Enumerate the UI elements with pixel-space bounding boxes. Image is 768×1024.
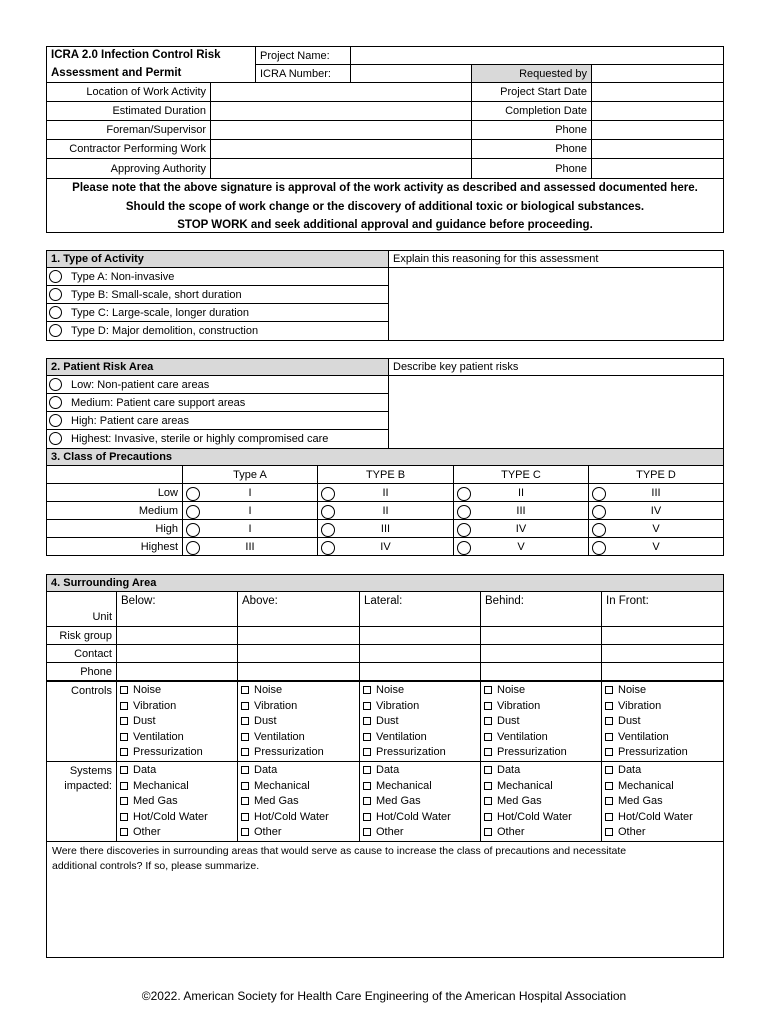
systems-option-label: Other [133,826,161,839]
checkbox[interactable] [363,702,371,710]
checkbox[interactable] [120,702,128,710]
approving-authority-label: Approving Authority [46,158,211,179]
estimated-duration-field[interactable] [210,101,472,121]
controls-option-label: Dust [497,715,520,728]
controls-option-label: Noise [376,684,405,696]
precaution-radio[interactable] [592,487,606,501]
systems-option[interactable] [241,763,356,779]
surrounding-row-label: Phone [46,662,117,681]
systems-option[interactable] [484,779,598,795]
surrounding-field[interactable] [116,662,238,681]
precaution-row-label: Highest [46,537,183,556]
checkbox[interactable] [120,766,128,774]
approving-phone-field[interactable] [591,158,724,179]
type-d-label: Type D: Major demolition, construction [71,325,259,337]
systems-option[interactable] [484,810,598,826]
controls-option[interactable] [363,745,477,761]
checkbox[interactable] [484,717,492,725]
type-a-label: Type A: Non-invasive [71,270,175,283]
systems-option[interactable] [605,825,720,841]
precaution-class-cell[interactable]: I [182,501,318,520]
controls-option[interactable] [484,745,598,761]
controls-option[interactable] [120,730,234,746]
checkbox[interactable] [241,797,249,805]
type-a-radio[interactable] [49,270,62,283]
surrounding-col-header[interactable]: Lateral: [359,591,481,627]
controls-option[interactable] [241,714,356,730]
controls-option-label: Noise [618,684,647,696]
controls-option-label: Pressurization [254,746,324,759]
risk-highest-label: Highest: Invasive, sterile or highly compromised care [71,433,329,445]
precaution-class-cell[interactable]: V [588,519,724,538]
section4-title: 4. Surrounding Area [46,574,724,592]
controls-option[interactable] [241,699,356,715]
precaution-radio[interactable] [186,523,200,537]
controls-option-label: Vibration [618,699,662,712]
surrounding-field[interactable] [480,626,602,645]
precaution-col-header: TYPE C [453,465,589,484]
systems-cell [359,761,481,842]
precaution-radio[interactable] [321,505,335,519]
controls-option[interactable] [363,683,477,699]
controls-option-label: Pressurization [133,746,203,759]
precaution-radio[interactable] [321,487,335,501]
type-c-option[interactable] [46,303,389,322]
systems-option[interactable] [241,794,356,810]
precaution-radio[interactable] [321,541,335,555]
controls-option[interactable] [120,683,234,699]
checkbox[interactable] [484,766,492,774]
surrounding-field[interactable] [601,626,724,645]
controls-cell [601,681,724,762]
controls-option[interactable] [605,714,720,730]
estimated-duration-label: Estimated Duration [46,101,211,121]
controls-option[interactable] [605,683,720,699]
notice-line-3: STOP WORK and seek additional approval and guidance before proceeding. [177,219,593,231]
controls-option[interactable] [241,745,356,761]
surrounding-field[interactable] [359,626,481,645]
explain-reasoning-label: Explain this reasoning for this assessment [388,250,724,268]
checkbox[interactable] [363,782,371,790]
controls-option[interactable] [120,714,234,730]
risk-highest-option[interactable] [46,429,389,449]
precaution-class-cell[interactable]: II [453,483,589,502]
discoveries-field[interactable] [46,841,724,958]
systems-option[interactable] [363,779,477,795]
systems-option-label: Med Gas [497,795,542,808]
precaution-radio[interactable] [592,523,606,537]
risk-low-option[interactable] [46,375,389,394]
form-title-line1: ICRA 2.0 Infection Control Risk [51,49,221,61]
checkbox[interactable] [363,733,371,741]
checkbox[interactable] [241,813,249,821]
systems-option-label: Data [497,764,521,776]
contractor-phone-label: Phone [471,139,592,159]
controls-option-label: Dust [376,715,399,728]
controls-option-label: Vibration [254,699,298,712]
controls-option[interactable] [241,683,356,699]
type-d-option[interactable] [46,321,389,341]
controls-cell [116,681,238,762]
precaution-radio[interactable] [592,541,606,555]
checkbox[interactable] [241,686,249,694]
controls-option[interactable] [484,714,598,730]
location-field[interactable] [210,82,472,102]
checkbox[interactable] [120,748,128,756]
surrounding-field[interactable] [116,644,238,663]
systems-option[interactable] [484,794,598,810]
type-a-option[interactable] [46,267,389,286]
checkbox[interactable] [120,782,128,790]
systems-option-label: Hot/Cold Water [254,810,329,823]
controls-option-label: Dust [618,715,641,728]
checkbox[interactable] [605,797,613,805]
risk-low-radio[interactable] [49,378,62,391]
precaution-class-cell[interactable]: III [182,537,318,556]
surrounding-field[interactable] [359,644,481,663]
controls-label [46,681,117,762]
risk-low-label: Low: Non-patient care areas [71,378,210,391]
completion-date-label: Completion Date [471,101,592,121]
precaution-radio[interactable] [186,541,200,555]
systems-label-line2: impacted: [64,780,112,792]
systems-option[interactable] [605,810,720,826]
risk-high-radio[interactable] [49,414,62,427]
controls-option[interactable] [363,730,477,746]
precaution-row-label: Medium [46,501,183,520]
controls-option[interactable] [484,683,598,699]
precaution-class-cell[interactable]: V [588,537,724,556]
surrounding-field[interactable] [237,626,360,645]
risk-medium-option[interactable] [46,393,389,412]
contractor-field[interactable] [210,139,472,159]
checkbox[interactable] [363,828,371,836]
surrounding-field[interactable] [116,626,238,645]
controls-cell [237,681,360,762]
systems-option[interactable] [363,763,477,779]
discoveries-question-line2: additional controls? If so, please summarize. [52,860,260,872]
foreman-phone-field[interactable] [591,120,724,140]
systems-option-label: Hot/Cold Water [133,810,208,823]
systems-option-label: Mechanical [497,779,553,792]
approval-notice [46,179,724,235]
checkbox[interactable] [241,828,249,836]
precaution-radio[interactable] [457,505,471,519]
checkbox[interactable] [605,782,613,790]
requested-by-field[interactable] [591,64,724,83]
systems-cell [116,761,238,842]
checkbox[interactable] [363,717,371,725]
notice-line-2: Should the scope of work change or the discovery of additional toxic or biological substances. [125,200,645,213]
project-start-date-label: Project Start Date [471,82,592,102]
systems-option-label: Med Gas [133,795,178,808]
checkbox[interactable] [605,702,613,710]
controls-option-label: Pressurization [376,746,446,759]
precaution-class-cell[interactable]: III [317,519,454,538]
systems-option-label: Other [376,826,404,839]
controls-option[interactable] [484,699,598,715]
systems-option[interactable] [120,763,234,779]
project-start-date-field[interactable] [591,82,724,102]
controls-option[interactable] [120,745,234,761]
checkbox[interactable] [363,686,371,694]
precaution-radio[interactable] [457,523,471,537]
precaution-radio[interactable] [186,505,200,519]
systems-option[interactable] [120,779,234,795]
surrounding-field[interactable] [480,644,602,663]
controls-option[interactable] [605,730,720,746]
checkbox[interactable] [120,717,128,725]
checkbox[interactable] [120,828,128,836]
surrounding-field[interactable] [601,662,724,681]
project-name-field[interactable] [350,46,724,65]
checkbox[interactable] [241,782,249,790]
surrounding-field[interactable] [480,662,602,681]
explain-reasoning-field[interactable] [388,267,724,341]
checkbox[interactable] [605,828,613,836]
systems-option-label: Med Gas [376,795,421,808]
controls-option[interactable] [605,699,720,715]
surrounding-row-label: Risk group [46,626,117,645]
controls-option-label: Noise [254,684,283,696]
precaution-radio[interactable] [321,523,335,537]
checkbox[interactable] [120,813,128,821]
contractor-phone-field[interactable] [591,139,724,159]
precaution-class-cell[interactable]: II [317,501,454,520]
systems-option[interactable] [120,794,234,810]
checkbox[interactable] [484,702,492,710]
systems-option[interactable] [120,825,234,841]
unit-label: Unit [46,591,117,627]
systems-cell [601,761,724,842]
precaution-class-cell[interactable]: I [182,483,318,502]
notice-line-1: Please note that the above signature is approval of the work activity as described and assessed documented here. [72,182,698,194]
systems-option-label: Data [618,764,642,776]
checkbox[interactable] [484,813,492,821]
checkbox[interactable] [605,686,613,694]
systems-label-line1: Systems [69,765,112,777]
type-b-option[interactable] [46,285,389,304]
controls-option[interactable] [241,730,356,746]
precaution-radio[interactable] [457,541,471,555]
contractor-label: Contractor Performing Work [46,139,211,159]
surrounding-field[interactable] [601,644,724,663]
checkbox[interactable] [605,766,613,774]
systems-option[interactable] [605,779,720,795]
describe-patient-risks-field[interactable] [388,375,724,449]
controls-option[interactable] [605,745,720,761]
icra-number-label: ICRA Number: [255,64,351,83]
controls-option-label: Vibration [133,699,177,712]
precautions-corner [46,465,183,484]
precaution-col-header: TYPE D [588,465,724,484]
foreman-phone-label: Phone [471,120,592,140]
checkbox[interactable] [120,797,128,805]
type-b-label: Type B: Small-scale, short duration [71,288,242,301]
precaution-col-header: TYPE B [317,465,454,484]
checkbox[interactable] [241,766,249,774]
systems-option-label: Med Gas [254,795,299,808]
checkbox[interactable] [241,733,249,741]
icra-number-field[interactable] [350,64,472,83]
type-c-label: Type C: Large-scale, longer duration [71,306,249,319]
project-name-label: Project Name: [255,46,351,65]
checkbox[interactable] [605,748,613,756]
precaution-class-cell[interactable]: V [453,537,589,556]
systems-option[interactable] [363,794,477,810]
systems-option-label: Other [497,826,525,839]
risk-medium-radio[interactable] [49,396,62,409]
systems-option-label: Med Gas [618,795,663,808]
foreman-label: Foreman/Supervisor [46,120,211,140]
type-b-radio[interactable] [49,288,62,301]
checkbox[interactable] [484,686,492,694]
controls-cell [359,681,481,762]
checkbox[interactable] [605,813,613,821]
controls-option-label: Vibration [497,699,541,712]
systems-option[interactable] [605,763,720,779]
precaution-radio[interactable] [457,487,471,501]
checkbox[interactable] [484,733,492,741]
risk-highest-radio[interactable] [49,432,62,445]
checkbox[interactable] [363,766,371,774]
precaution-class-cell[interactable]: IV [588,501,724,520]
systems-option-label: Data [133,764,157,776]
precaution-col-header: Type A [182,465,318,484]
surrounding-col-header[interactable]: In Front: [601,591,724,627]
risk-high-label: High: Patient care areas [71,414,190,427]
checkbox[interactable] [241,748,249,756]
systems-option[interactable] [241,825,356,841]
systems-option[interactable] [120,810,234,826]
requested-by-label: Requested by [471,64,592,83]
systems-option-label: Mechanical [618,779,674,792]
checkbox[interactable] [484,797,492,805]
precaution-radio[interactable] [186,487,200,501]
checkbox[interactable] [484,782,492,790]
section1-title: 1. Type of Activity [46,250,389,268]
approving-phone-label: Phone [471,158,592,179]
precaution-class-cell[interactable]: III [588,483,724,502]
surrounding-field[interactable] [359,662,481,681]
checkbox[interactable] [241,717,249,725]
systems-option[interactable] [484,825,598,841]
systems-option[interactable] [484,763,598,779]
systems-option-label: Hot/Cold Water [376,810,451,823]
systems-option-label: Hot/Cold Water [618,810,693,823]
checkbox[interactable] [605,717,613,725]
controls-option-label: Pressurization [618,746,688,759]
discoveries-question-line1: Were there discoveries in surrounding areas that would serve as cause to increase the class of precautions and necessitate [52,845,627,857]
controls-option-label: Ventilation [376,730,427,743]
checkbox[interactable] [120,733,128,741]
controls-option-label: Noise [497,684,526,696]
systems-option-label: Mechanical [376,779,432,792]
checkbox[interactable] [363,797,371,805]
systems-option-label: Mechanical [133,779,189,792]
checkbox[interactable] [363,813,371,821]
risk-high-option[interactable] [46,411,389,430]
precaution-row-label: Low [46,483,183,502]
precaution-radio[interactable] [592,505,606,519]
approving-authority-field[interactable] [210,158,472,179]
precaution-class-cell[interactable]: IV [453,519,589,538]
controls-option-label: Vibration [376,699,420,712]
form-title-line2: Assessment and Permit [51,67,182,79]
systems-option-label: Data [376,764,400,776]
systems-option-label: Data [254,764,278,776]
controls-label-line1: Controls [71,685,112,697]
precaution-class-cell[interactable]: I [182,519,318,538]
type-c-radio[interactable] [49,306,62,319]
controls-option[interactable] [484,730,598,746]
checkbox[interactable] [363,748,371,756]
systems-option[interactable] [605,794,720,810]
controls-option[interactable] [120,699,234,715]
controls-option[interactable] [363,699,477,715]
systems-option-label: Other [618,826,646,839]
controls-option[interactable] [363,714,477,730]
controls-option-label: Dust [254,715,277,728]
systems-option[interactable] [241,779,356,795]
systems-option-label: Other [254,826,282,839]
precaution-row-label: High [46,519,183,538]
checkbox[interactable] [120,686,128,694]
surrounding-row-label: Contact [46,644,117,663]
systems-option[interactable] [363,825,477,841]
checkbox[interactable] [484,748,492,756]
section3-title: 3. Class of Precautions [46,448,724,466]
checkbox[interactable] [484,828,492,836]
checkbox[interactable] [241,702,249,710]
controls-option-label: Dust [133,715,156,728]
controls-option-label: Ventilation [133,730,184,743]
copyright-footer: ©2022. American Society for Health Care Engineering of the American Hospital Association [141,989,627,1003]
systems-option[interactable] [363,810,477,826]
location-label: Location of Work Activity [46,82,211,102]
foreman-field[interactable] [210,120,472,140]
systems-option-label: Hot/Cold Water [497,810,572,823]
surrounding-field[interactable] [237,662,360,681]
section2-title: 2. Patient Risk Area [46,358,389,376]
surrounding-col-header[interactable]: Below: [116,591,238,627]
surrounding-col-header[interactable]: Above: [237,591,360,627]
risk-medium-label: Medium: Patient care support areas [71,396,246,409]
systems-option-label: Mechanical [254,779,310,792]
controls-option-label: Ventilation [254,730,305,743]
surrounding-col-header[interactable]: Behind: [480,591,602,627]
controls-option-label: Ventilation [618,730,669,743]
surrounding-field[interactable] [237,644,360,663]
systems-cell [480,761,602,842]
systems-cell [237,761,360,842]
controls-option-label: Ventilation [497,730,548,743]
precaution-class-cell[interactable]: II [317,483,454,502]
type-d-radio[interactable] [49,324,62,337]
describe-patient-risks-label: Describe key patient risks [388,358,724,376]
controls-option-label: Pressurization [497,746,567,759]
systems-label [46,761,117,842]
checkbox[interactable] [605,733,613,741]
systems-option[interactable] [241,810,356,826]
controls-cell [480,681,602,762]
precaution-class-cell[interactable]: IV [317,537,454,556]
controls-option-label: Noise [133,684,162,696]
precaution-class-cell[interactable]: III [453,501,589,520]
completion-date-field[interactable] [591,101,724,121]
